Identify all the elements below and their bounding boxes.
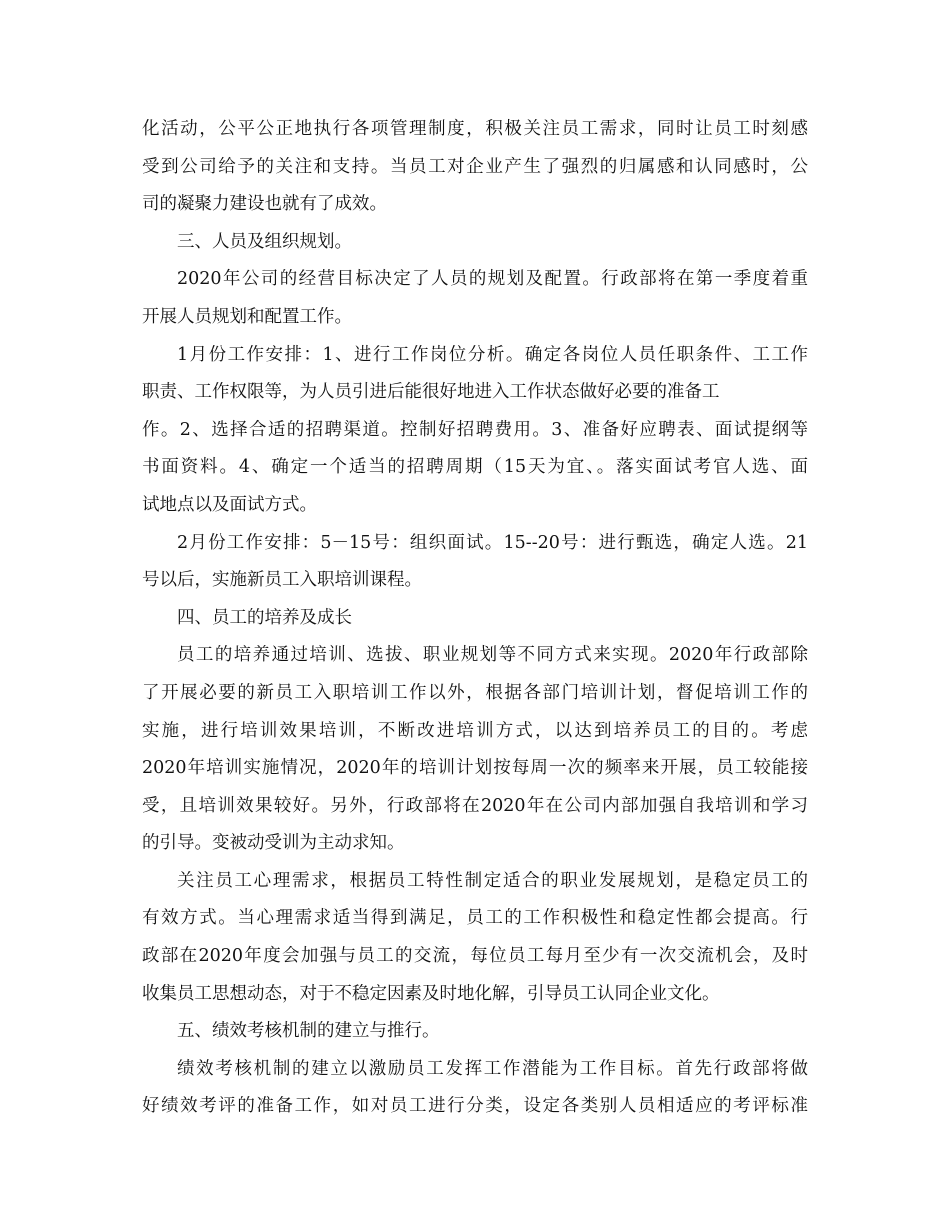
text-line: 2020年培训实施情况，2020年的培训计划按每周一次的频率来开展，员工较能接 (142, 758, 808, 779)
text-line: 司的凝聚力建设也就有了成效。 (142, 194, 387, 215)
text-line: 1月份工作安排：1、进行工作岗位分析。确定各岗位人员任职条件、工工作 (177, 344, 808, 365)
text-line: 收集员工思想动态，对于不稳定因素及时地化解，引导员工认同企业文化。 (142, 983, 720, 1004)
text-line: 开展人员规划和配置工作。 (142, 306, 352, 327)
text-line: 试地点以及面试方式。 (142, 494, 317, 515)
text-line: 书面资料。4、确定一个适当的招聘周期（15天为宜、。落实面试考官人选、面 (142, 457, 808, 478)
text-line: 受，且培训效果较好。另外，行政部将在2020年在公司内部加强自我培训和学习 (142, 795, 808, 816)
text-line: 三、人员及组织规划。 (177, 231, 352, 252)
text-line: 绩效考核机制的建立以激励员工发挥工作潜能为工作目标。首先行政部将做 (177, 1058, 808, 1079)
text-line: 关注员工心理需求，根据员工特性制定适合的职业发展规划，是稳定员工的 (177, 870, 808, 891)
document-body (142, 111, 808, 1126)
text-line: 政部在2020年度会加强与员工的交流，每位员工每月至少有一次交流机会，及时 (142, 946, 808, 967)
text-line: 受到公司给予的关注和支持。当员工对企业产生了强烈的归属感和认同感时，公 (142, 156, 808, 177)
text-line: 化活动，公平公正地执行各项管理制度，积极关注员工需求，同时让员工时刻感 (142, 119, 808, 139)
text-line: 2月份工作安排：5－15号：组织面试。15--20号：进行甄选，确定人选。21 (177, 532, 808, 553)
text-line: 好绩效考评的准备工作，如对员工进行分类，设定各类别人员相适应的考评标准 (142, 1096, 808, 1117)
text-line: 了开展必要的新员工入职培训工作以外，根据各部门培训计划，督促培训工作的 (142, 682, 808, 703)
text-line: 四、员工的培养及成长 (177, 607, 352, 628)
text-line: 职责、工作权限等，为人员引进后能很好地进入工作状态做好必要的准备工 (142, 382, 720, 403)
text-line: 有效方式。当心理需求适当得到满足，员工的工作积极性和稳定性都会提高。行 (142, 908, 808, 929)
text-line: 的引导。变被动受训为主动求知。 (142, 833, 405, 854)
text-line: 2020年公司的经营目标决定了人员的规划及配置。行政部将在第一季度着重 (177, 269, 808, 290)
text-line: 员工的培养通过培训、选拔、职业规划等不同方式来实现。2020年行政部除 (177, 645, 808, 666)
text-line: 号以后，实施新员工入职培训课程。 (142, 570, 422, 591)
text-line: 作。2、选择合适的招聘渠道。控制好招聘费用。3、准备好应聘表、面试提纲等 (142, 419, 808, 440)
text-line: 实施，进行培训效果培训，不断改进培训方式，以达到培养员工的目的。考虑 (142, 720, 808, 741)
text-line: 五、绩效考核机制的建立与推行。 (177, 1021, 440, 1042)
